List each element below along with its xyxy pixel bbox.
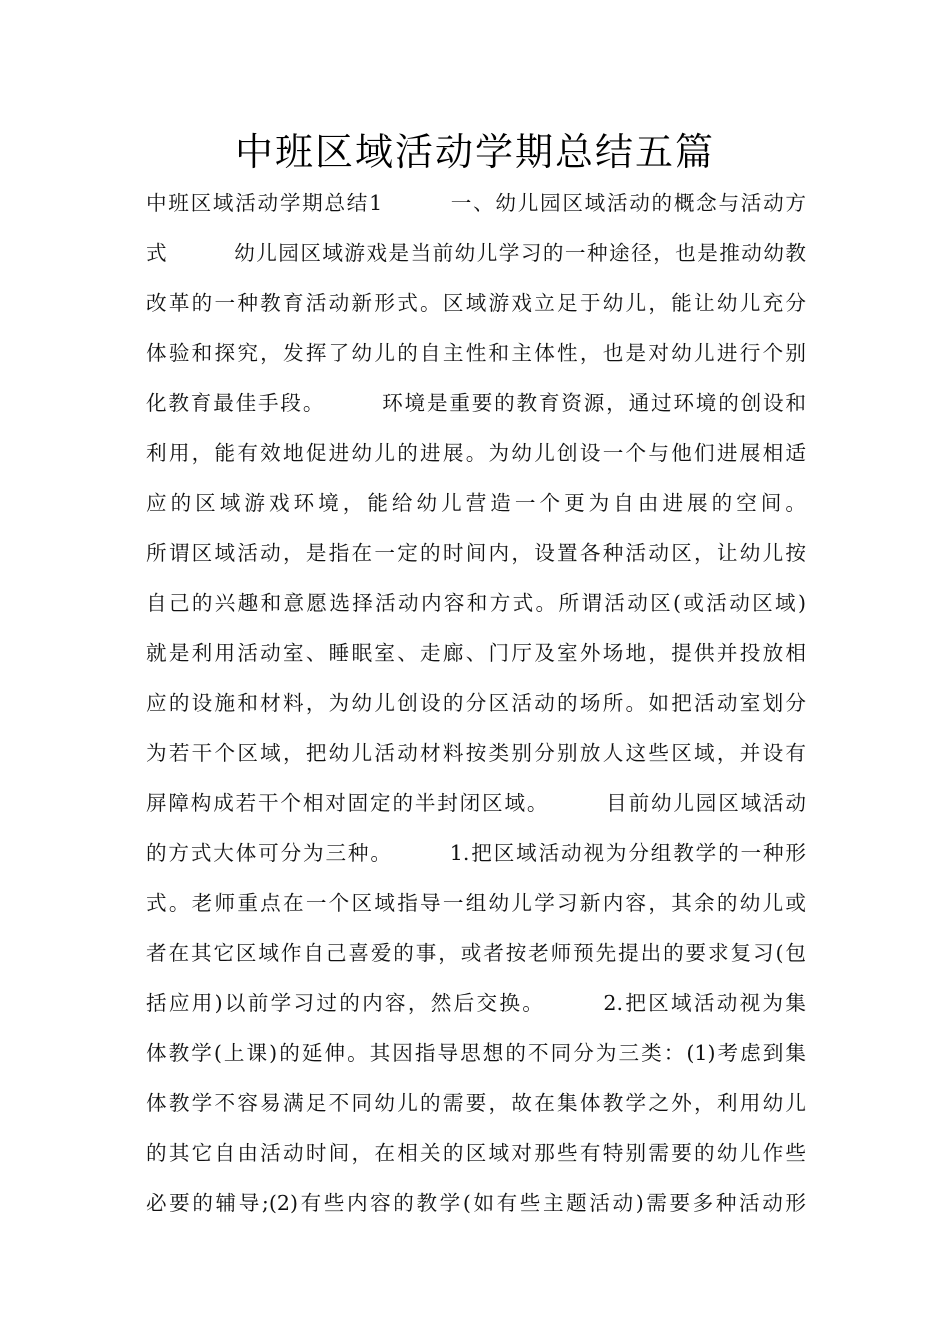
- body-line: 就是利用活动室、睡眠室、走廊、门厅及室外场地，提供并投放相: [146, 641, 806, 665]
- document-title: 中班区域活动学期总结五篇: [234, 130, 715, 174]
- body-line: 的其它自由活动时间，在相关的区域对那些有特别需要的幼儿作些: [146, 1141, 806, 1165]
- body-line: 所谓区域活动，是指在一定的时间内，设置各种活动区，让幼儿按: [146, 541, 806, 565]
- body-line: 体验和探究，发挥了幼儿的自主性和主体性，也是对幼儿进行个别: [146, 341, 806, 365]
- body-line: 的方式大体可分为三种。 1.把区域活动视为分组教学的一种形: [146, 841, 806, 865]
- body-line: 利用，能有效地促进幼儿的进展。为幼儿创设一个与他们进展相适: [146, 441, 806, 465]
- body-line: 必要的辅导;(2)有些内容的教学(如有些主题活动)需要多种活动形: [146, 1191, 806, 1215]
- body-line: 改革的一种教育活动新形式。区域游戏立足于幼儿，能让幼儿充分: [146, 291, 806, 315]
- body-line: 化教育最佳手段。 环境是重要的教育资源，通过环境的创设和: [146, 391, 806, 415]
- body-line: 自己的兴趣和意愿选择活动内容和方式。所谓活动区(或活动区域): [146, 591, 806, 615]
- body-line: 应的设施和材料，为幼儿创设的分区活动的场所。如把活动室划分: [146, 691, 806, 715]
- body-line: 屏障构成若干个相对固定的半封闭区域。 目前幼儿园区域活动: [146, 791, 806, 815]
- body-line: 式 幼儿园区域游戏是当前幼儿学习的一种途径，也是推动幼教: [146, 241, 806, 265]
- body-line: 中班区域活动学期总结1 一、幼儿园区域活动的概念与活动方: [146, 191, 806, 215]
- document-body: [146, 178, 806, 1228]
- body-line: 括应用)以前学习过的内容，然后交换。 2.把区域活动视为集: [146, 991, 806, 1015]
- body-line: 为若干个区域，把幼儿活动材料按类别分别放人这些区域，并设有: [146, 741, 806, 765]
- body-line: 应的区域游戏环境，能给幼儿营造一个更为自由进展的空间。: [146, 491, 806, 515]
- body-line: 体教学不容易满足不同幼儿的需要，故在集体教学之外，利用幼儿: [146, 1091, 806, 1115]
- body-line: 者在其它区域作自己喜爱的事，或者按老师预先提出的要求复习(包: [146, 941, 806, 965]
- body-line: 体教学(上课)的延伸。其因指导思想的不同分为三类：(1)考虑到集: [146, 1041, 806, 1065]
- body-line: 式。老师重点在一个区域指导一组幼儿学习新内容，其余的幼儿或: [146, 891, 806, 915]
